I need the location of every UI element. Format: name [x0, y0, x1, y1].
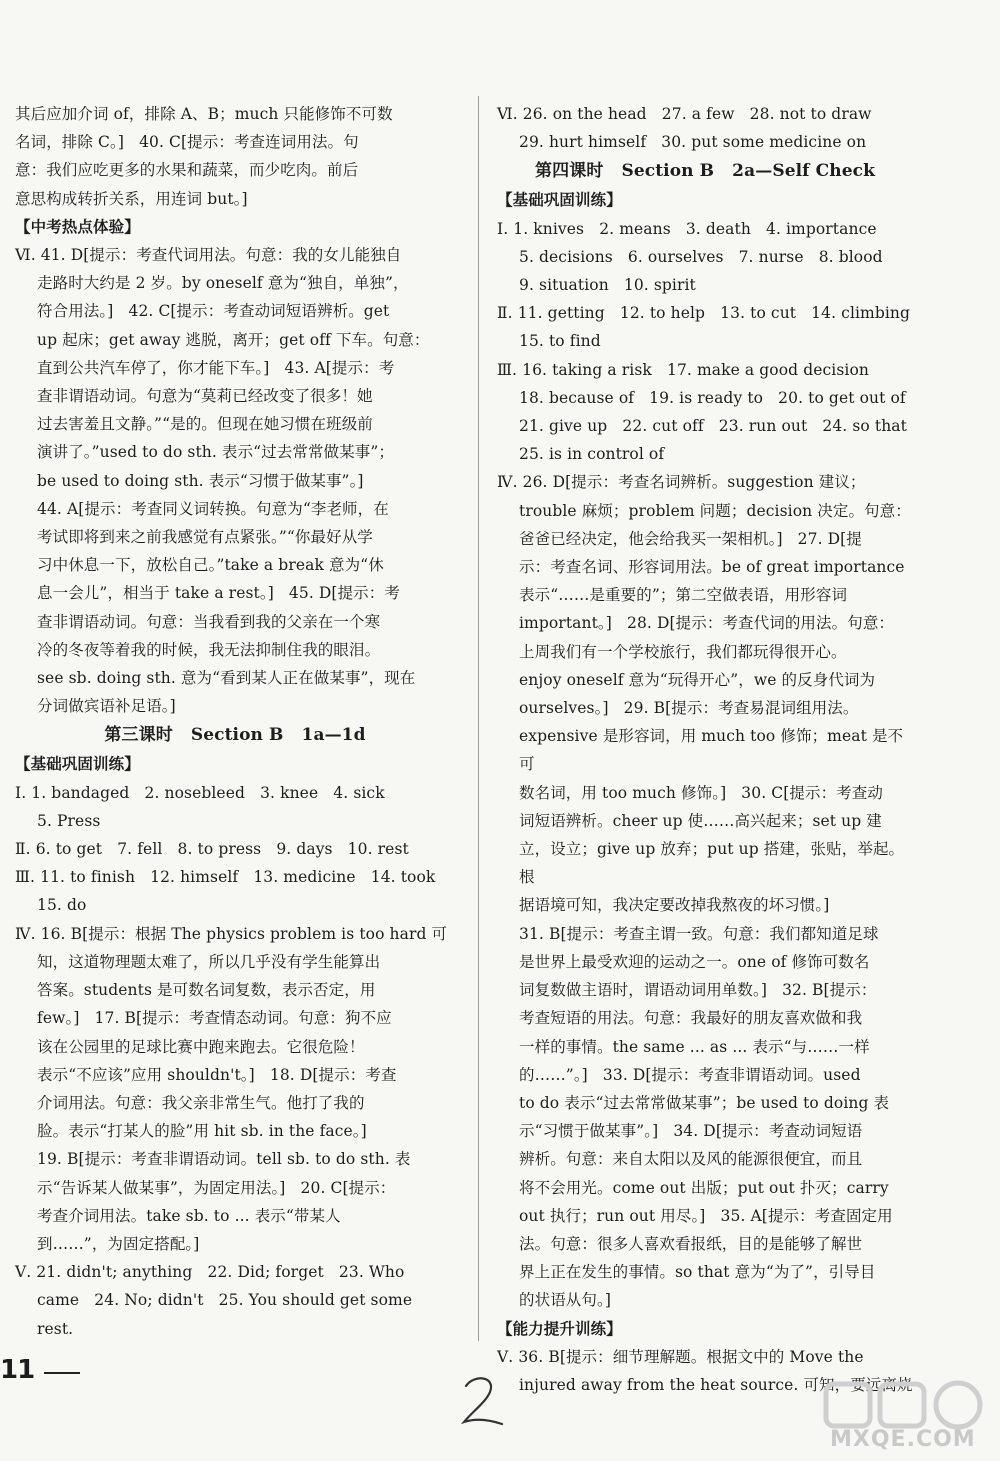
text-line: 符合用法。] 42. C[提示：考查动词短语辨析。get	[37, 302, 390, 321]
left-mid-block	[15, 241, 455, 720]
text-line: 29. hurt himself 30. put some medicine on	[519, 133, 867, 152]
text-line: 5. Press	[37, 811, 101, 830]
text-line: 9. situation 10. spirit	[519, 276, 696, 295]
text-line: enjoy oneself 意为“玩得开心”，we 的反身代词为	[519, 670, 876, 689]
text-line: 将不会用光。come out 出版；put out 扑灭；carry	[519, 1178, 889, 1197]
text-line: ourselves。] 29. B[提示：考查易混词组用法。	[519, 699, 859, 718]
page-number-rule	[44, 1372, 80, 1374]
text-line: expensive 是形容词，用 much too 修饰；meat 是不可	[519, 727, 904, 774]
text-line: 表示“……是重要的”；第二空做表语，用形容词	[519, 586, 848, 605]
text-line: Ⅰ. 1. knives 2. means 3. death 4. importance	[497, 219, 877, 238]
text-line: see sb. doing sth. 意为“看到某人正在做某事”，现在	[37, 669, 416, 688]
section-label-basic-training: 【 基础巩固训练 】	[497, 186, 913, 214]
text-line: 5. decisions 6. ourselves 7. nurse 8. blood	[519, 247, 883, 266]
text-line: 习中休息一下，放松自己。”take a break 意为“休	[37, 556, 384, 575]
page-number: 11	[0, 1355, 35, 1385]
text-line: 爸爸已经决定，他会给我买一架相机。] 27. D[提	[519, 529, 862, 548]
text-line: be used to doing sth. 表示“习惯于做某事”。]	[37, 471, 364, 490]
text-line: 查非谓语动词。句意为“莫莉已经改变了很多！她	[37, 387, 373, 406]
text-line: 查非谓语动词。句意：当我看到我的父亲在一个寒	[37, 612, 381, 631]
text-line: 介词用法。句意：我父亲非常生气。他打了我的	[37, 1093, 365, 1112]
watermark-site: MXQE.COM	[830, 1427, 976, 1452]
text-line: 到……”，为固定搭配。]	[37, 1234, 200, 1253]
column-divider	[478, 96, 479, 1341]
left-bottom-block	[15, 779, 455, 1343]
text-line: 直到公共汽车停了，你才能下车。] 43. A[提示：考	[37, 358, 395, 377]
section-label-exam-hotspot: 【 中考热点体验 】	[15, 213, 455, 241]
text-line: out 执行；run out 用尽。] 35. A[提示：考查固定用	[519, 1206, 893, 1225]
text-line: 过去害羞且文静。”“是的。但现在她习惯在班级前	[37, 415, 373, 434]
right-mid-block	[497, 215, 913, 1315]
text-line: 示“告诉某人做某事”，为固定用法。] 20. C[提示：	[37, 1178, 396, 1197]
text-line: 是世界上最受欢迎的运动之一。one of 修饰可数名	[519, 952, 870, 971]
text-line: 的……”。] 33. D[提示：考查非谓语动词。used	[519, 1065, 861, 1084]
text-line: 15. to find	[519, 332, 601, 351]
text-line: 考查介词用法。take sb. to ... 表示“带某人	[37, 1206, 341, 1225]
text-line: 其后应加介词 of，排除 A、B；much 只能修饰不可数	[15, 105, 393, 123]
section-label-ability-training: 【 能力提升训练 】	[497, 1315, 913, 1343]
text-line: trouble 麻烦；problem 问题；decision 决定。句意：	[519, 501, 911, 520]
text-line: 上周我们有一个学校旅行，我们都玩得很开心。	[519, 642, 847, 661]
text-line: important。] 28. D[提示：考查代词的用法。句意：	[519, 614, 895, 633]
text-line: 法。句意：很多人喜欢看报纸，目的是能够了解世	[519, 1234, 863, 1253]
text-line: 意：我们应吃更多的水果和蔬菜，而少吃肉。前后	[15, 161, 359, 180]
left-top-block	[15, 100, 455, 213]
text-line: 15. do	[37, 896, 87, 915]
text-line: 数名词，用 too much 修饰。] 30. C[提示：考查动	[519, 783, 883, 802]
lesson-heading-3: 第三课时 Section B 1a—1d	[104, 725, 366, 746]
text-line: few。] 17. B[提示：考查情态动词。句意：狗不应	[37, 1009, 392, 1028]
text-line: Ⅱ. 6. to get 7. fell 8. to press 9. days 10. rest	[15, 840, 409, 859]
text-line: 脸。表示“打某人的脸”用 hit sb. in the face。]	[37, 1122, 367, 1141]
text-line: 演讲了。”used to do sth. 表示“过去常常做某事”；	[37, 443, 394, 462]
text-line: Ⅰ. 1. bandaged 2. nosebleed 3. knee 4. sick	[15, 783, 385, 802]
text-line: Ⅱ. 11. getting 12. to help 13. to cut 14. climbing	[497, 304, 911, 323]
text-line: 分词做宾语补足语。]	[37, 697, 176, 716]
text-line: 息一会儿”，相当于 take a rest。] 45. D[提示：考	[37, 584, 400, 603]
text-line: 考试即将到来之前我感觉有点紧张。”“你最好从学	[37, 528, 373, 547]
text-line: injured away from the heat source. 可知，要远离烧	[519, 1375, 913, 1394]
right-top-block	[497, 100, 913, 156]
text-line: 词短语辨析。cheer up 使……高兴起来；set up 建	[519, 811, 882, 830]
text-line: 走路时大约是 2 岁。by oneself 意为“独自，单独”，	[37, 274, 409, 293]
text-line: 表示“不应该”应用 shouldn't。] 18. D[提示：考查	[37, 1065, 397, 1084]
text-line: Ⅲ. 11. to finish 12. himself 13. medicine 14. took	[15, 868, 436, 887]
text-line: 知，这道物理题太难了，所以几乎没有学生能算出	[37, 952, 381, 971]
section-label-basic-training: 【 基础巩固训练 】	[15, 750, 455, 778]
text-line: 示：考查名词、形容词用法。be of great importance	[519, 558, 905, 577]
text-line: came 24. No; didn't 25. You should get some	[37, 1291, 413, 1310]
handwritten-mark	[452, 1372, 512, 1432]
text-line: 25. is in control of	[519, 445, 665, 464]
text-line: 示“习惯于做某事”。] 34. D[提示：考查动词短语	[519, 1122, 863, 1141]
text-line: 据语境可知，我决定要改掉我熬夜的坏习惯。]	[519, 896, 830, 915]
text-line: Ⅳ. 16. B[提示：根据 The physics problem is too hard 可	[15, 924, 448, 943]
text-line: 答案。students 是可数名词复数，表示否定，用	[37, 981, 376, 1000]
text-line: rest.	[37, 1319, 74, 1338]
text-line: Ⅵ. 41. D[提示：考查代词用法。句意：我的女儿能独自	[15, 246, 402, 265]
text-line: Ⅵ. 26. on the head 27. a few 28. not to draw	[497, 105, 872, 123]
lesson-heading-4: 第四课时 Section B 2a—Self Check	[535, 161, 875, 182]
text-line: 44. A[提示：考查同义词转换。句意为“李老师，在	[37, 499, 389, 518]
left-column	[15, 100, 455, 1343]
text-line: 21. give up 22. cut off 23. run out 24. so that	[519, 417, 907, 436]
text-line: 立，设立；give up 放弃；put up 搭建，张贴，举起。根	[519, 840, 905, 887]
text-line: 界上正在发生的事情。so that 意为“为了”，引导目	[519, 1263, 876, 1282]
text-line: 意思构成转折关系，用连词 but。]	[15, 189, 248, 208]
text-line: 31. B[提示：考查主谓一致。句意：我们都知道足球	[519, 924, 879, 943]
text-line: 的状语从句。]	[519, 1291, 611, 1310]
text-line: Ⅲ. 16. taking a risk 17. make a good decision	[497, 360, 869, 379]
text-line: 冷的冬夜等着我的时候，我无法抑制住我的眼泪。	[37, 640, 381, 659]
text-line: 一样的事情。the same ... as ... 表示“与……一样	[519, 1037, 870, 1056]
text-line: 考查短语的用法。句意：我最好的朋友喜欢做和我	[519, 1009, 863, 1028]
text-line: 词复数做主语时，谓语动词用单数。] 32. B[提示：	[519, 981, 877, 1000]
text-line: up 起床；get away 逃脱，离开；get off 下车。句意：	[37, 330, 430, 349]
text-line: 19. B[提示：考查非谓语动词。tell sb. to do sth. 表	[37, 1150, 411, 1169]
text-line: 辨析。句意：来自太阳以及风的能源很便宜，而且	[519, 1150, 863, 1169]
text-line: Ⅴ. 36. B[提示：细节理解题。根据文中的 Move the	[497, 1347, 864, 1366]
text-line: 该在公园里的足球比赛中跑来跑去。它很危险！	[37, 1037, 365, 1056]
text-line: 18. because of 19. is ready to 20. to get out of	[519, 388, 906, 407]
right-column	[497, 100, 913, 1399]
text-line: Ⅳ. 26. D[提示：考查名词辨析。suggestion 建议；	[497, 473, 866, 492]
text-line: Ⅴ. 21. didn't; anything 22. Did; forget 23. Who	[15, 1263, 405, 1282]
text-line: 名词，排除 C。] 40. C[提示：考查连词用法。句	[15, 133, 359, 152]
text-line: to do 表示“过去常常做某事”；be used to doing 表	[519, 1093, 890, 1112]
